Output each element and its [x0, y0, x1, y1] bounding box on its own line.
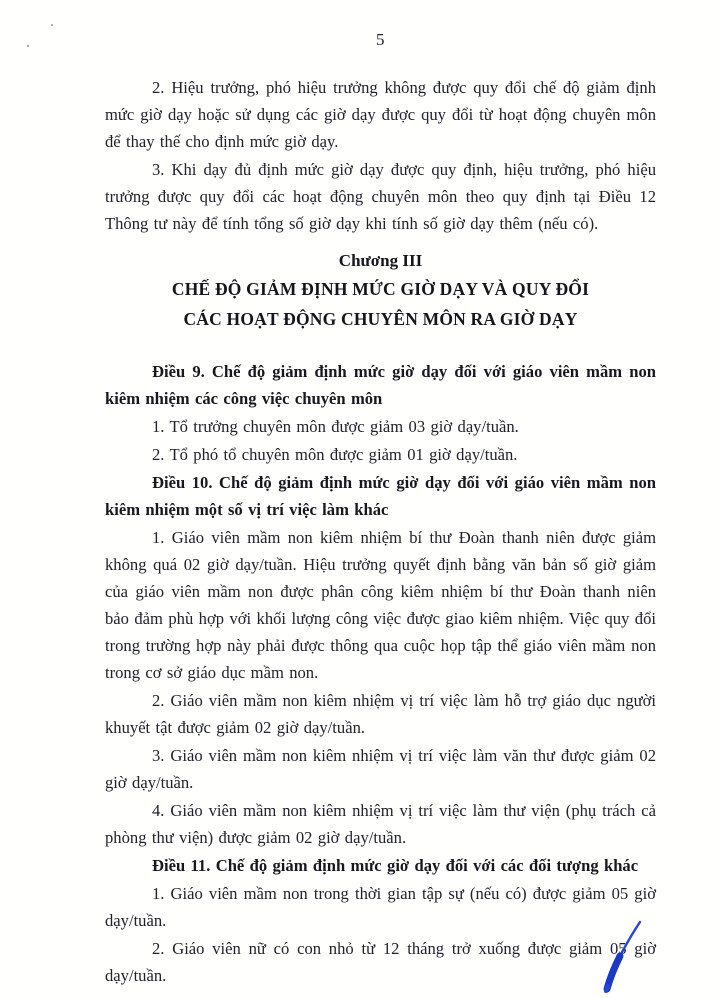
- paragraph: 1. Tổ trưởng chuyên môn được giảm 03 giờ dạy/tuần.: [152, 417, 519, 436]
- paragraph: 1. Giáo viên mầm non kiêm nhiệm bí thư Đoàn thanh niên được giảm không quá 02 giờ dạy/tuần. Hiệu trưởng quyết định bằng văn bản số giờ giảm của giáo viên mầm non được phân công kiêm nhiệm bí thư Đoàn thanh niên bảo đảm phù hợp với khối lượng công việc được giao kiêm nhiệm. Việc quy đổi trong trường hợp này phải được thông qua cuộc họp tập thể giáo viên mầm non trong cơ sở giáo dục mầm non.: [105, 528, 656, 682]
- article-heading: Điều 9. Chế độ giảm định mức giờ dạy đối với giáo viên mầm non kiêm nhiệm các công việc chuyên môn: [105, 362, 656, 408]
- paragraph: 3. Giáo viên mầm non kiêm nhiệm vị trí việc làm văn thư được giảm 02 giờ dạy/tuần.: [105, 746, 656, 792]
- page-number: 5: [376, 30, 385, 49]
- paragraph: 2. Giáo viên nữ có con nhỏ từ 12 tháng trở xuống được giảm 05 giờ dạy/tuần.: [105, 939, 656, 985]
- paragraph: 2. Tổ phó tổ chuyên môn được giảm 01 giờ dạy/tuần.: [152, 445, 518, 464]
- page-content: [105, 30, 656, 990]
- article-heading: Điều 11. Chế độ giảm định mức giờ dạy đối với các đối tượng khác: [152, 856, 639, 875]
- chapter-label: Chương III: [338, 251, 423, 270]
- paragraph: 2. Giáo viên mầm non kiêm nhiệm vị trí việc làm hỗ trợ giáo dục người khuyết tật được giảm 02 giờ dạy/tuần.: [105, 691, 656, 737]
- paragraph: 1. Giáo viên mầm non trong thời gian tập sự (nếu có) được giảm 05 giờ dạy/tuần.: [105, 884, 656, 930]
- article-heading: Điều 10. Chế độ giảm định mức giờ dạy đối với giáo viên mầm non kiêm nhiệm một số vị trí việc làm khác: [105, 473, 656, 519]
- paragraph: 2. Hiệu trưởng, phó hiệu trưởng không được quy đổi chế độ giảm định mức giờ dạy hoặc sử dụng các giờ dạy được quy đổi từ hoạt động chuyên môn để thay thế cho định mức giờ dạy.: [105, 78, 656, 151]
- paragraph: 3. Khi dạy đủ định mức giờ dạy được quy định, hiệu trưởng, phó hiệu trưởng được quy đổi các hoạt động chuyên môn theo quy định tại Điều 12 Thông tư này để tính tổng số giờ dạy khi tính số giờ dạy thêm (nếu có).: [105, 160, 656, 233]
- chapter-title-line: CHẾ ĐỘ GIẢM ĐỊNH MỨC GIỜ DẠY VÀ QUY ĐỔI: [171, 279, 590, 299]
- paragraph: 4. Giáo viên mầm non kiêm nhiệm vị trí việc làm thư viện (phụ trách cả phòng thư viện) được giảm 02 giờ dạy/tuần.: [105, 801, 656, 847]
- chapter-title-line: CÁC HOẠT ĐỘNG CHUYÊN MÔN RA GIỜ DẠY: [183, 309, 578, 329]
- scan-speck: [27, 45, 29, 47]
- scan-speck: [51, 24, 53, 26]
- blue-pen-tick-icon: [596, 916, 644, 996]
